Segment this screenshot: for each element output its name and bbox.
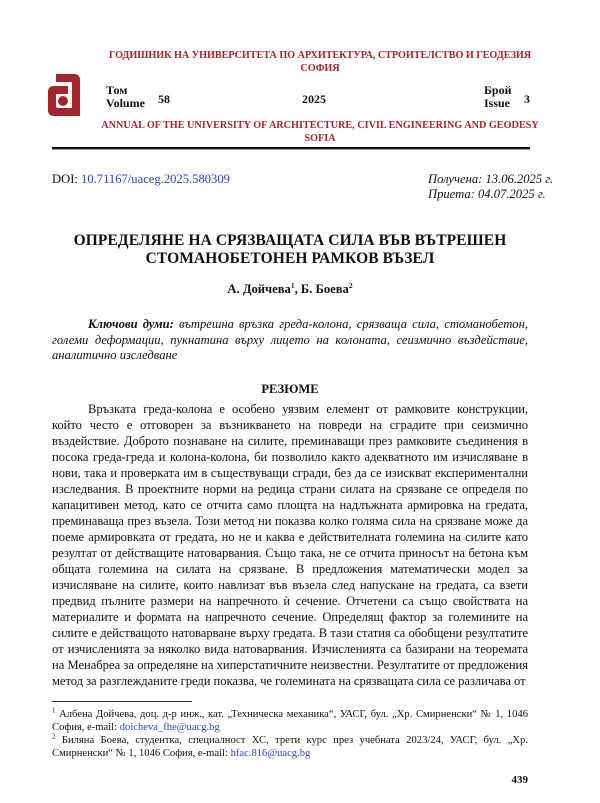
author-1-footnote-mark[interactable]: 1 <box>290 280 295 290</box>
doi <box>52 172 230 187</box>
footnote-1-email-link[interactable]: doicheva_fhe@uacg.bg <box>119 721 220 733</box>
issue-label <box>484 84 512 110</box>
keywords-text: вътрешна връзка греда-колона, срязваща сила, стоманобетон, големи деформации, пукнатина върху лицето на колоната, сеизмично въздействие, аналитично изследване <box>52 317 528 362</box>
volume-number: 58 <box>158 92 170 106</box>
authors <box>52 282 528 297</box>
year: 2025 <box>302 92 326 106</box>
received-date: Получена: 13.06.2025 г. <box>428 172 554 186</box>
footnotes <box>52 705 528 760</box>
volume-label <box>106 84 145 110</box>
journal-title-en-line2: SOFIA <box>304 132 336 144</box>
volume-label-bg: Том <box>106 83 128 97</box>
doi-link[interactable]: 10.71167/uaceg.2025.580309 <box>81 172 230 186</box>
article-title <box>52 232 528 268</box>
footnote-1-mark: 1 <box>52 705 56 714</box>
footnote-divider <box>52 701 192 702</box>
journal-title-bg-line1: ГОДИШНИК НА УНИВЕРСИТЕТА ПО АРХИТЕКТУРА, СТРОИТЕЛСТВО И ГЕОДЕЗИЯ <box>108 50 532 61</box>
article-title-line1: ОПРЕДЕЛЯНЕ НА СРЯЗВАЩАТА СИЛА ВЪВ ВЪТРЕШЕН <box>73 232 507 249</box>
author-2-footnote-mark[interactable]: 2 <box>348 280 353 290</box>
volume-label-en: Volume <box>106 96 145 110</box>
article-title-line2: СТОМАНОБЕТОНЕН РАМКОВ ВЪЗЕЛ <box>145 250 435 267</box>
issue-label-bg: Брой <box>484 83 512 97</box>
footnote-1 <box>52 705 528 734</box>
article-dates <box>428 172 553 202</box>
header-divider <box>52 147 530 150</box>
abstract-heading: РЕЗЮМЕ <box>261 381 319 396</box>
journal-title-bg-line2: СОФИЯ <box>300 62 340 74</box>
uacg-logo-icon <box>48 74 80 116</box>
page-number: 439 <box>511 773 528 786</box>
article-body <box>52 232 528 803</box>
journal-title-en <box>100 120 540 145</box>
journal-title-en-line1: ANNUAL OF THE UNIVERSITY OF ARCHITECTURE, CIVIL ENGINEERING AND GEODESY <box>101 120 539 131</box>
keywords <box>52 317 528 364</box>
doi-label: DOI: <box>52 172 78 186</box>
issue-label-en: Issue <box>484 96 511 110</box>
footnote-1-text: Албена Дойчева, доц. д-р инж., кат. „Техническа механика“, УАСГ, бул. „Хр. Смирненски“ № 1, 1046 София, e-mail: <box>52 708 528 733</box>
journal-title-bg <box>100 50 540 75</box>
keywords-label: Ключови думи: <box>88 317 174 331</box>
author-separator: , <box>294 282 301 296</box>
abstract-text: Връзката греда-колона е особено уязвим елемент от рамковите конструкции, който често е отговорен за възникването на повреди на сградите при сеизмично въздействие. Доброто познаване на силите, преминаващи през рамковите съединения в посока греда-греда и колона-колона, би позволило както адекватното им изчисляване в нови, така и проверката им в съществуващи сгради, без да се изискват експериментални изследвания. В проектните норми на редица страни силата на срязване се определя по капацитивен метод, като се отчита само площта на надлъжната армировка на гредата, преминаваща през възела. Този метод ни показва колко голяма сила на срязване може да поеме армировката от гредата, но не и каква е действителната големина на силите като резултат от действащите натоварвания. Също така, не се отчита приносът на бетона към общата големина на силата на срязване. В предложения математически модел за изчисляване на силите, които навлизат във възела след напускане на гредата, са взети предвид пълните размери на напречното ѝ сечение. Отчетени са също свойствата на материалите и формата на напречното сечение. Определящ фактор за големините на силите е действащото натоварване върху гредата. В тази статия са обобщени резултатите от изчисленията за няколко вида натоварвания. Изчисленията са базирани на теоремата на Менабреа за определяне на хиперстатичните неизвестни. Резултатите от предложения метод за разглежданите греди показва, че големината на срязващата сила се различава от <box>52 401 528 688</box>
footnote-2-mark: 2 <box>52 731 56 740</box>
author-1: А. Дойчева <box>227 282 291 296</box>
author-2: Б. Боева <box>300 282 349 296</box>
accepted-date: Приета: 04.07.2025 г. <box>428 187 546 201</box>
footnote-2-email-link[interactable]: hfac.816@uacg.bg <box>230 747 311 759</box>
footnote-2 <box>52 731 528 760</box>
footnote-2-text: Биляна Боева, студентка, специалност ХС, трети курс през учебната 2023/24, УАСГ, бул. „Хр. Смирненски“ № 1, 1046 София, e-mail: <box>52 734 528 759</box>
issue-number: 3 <box>524 92 530 106</box>
